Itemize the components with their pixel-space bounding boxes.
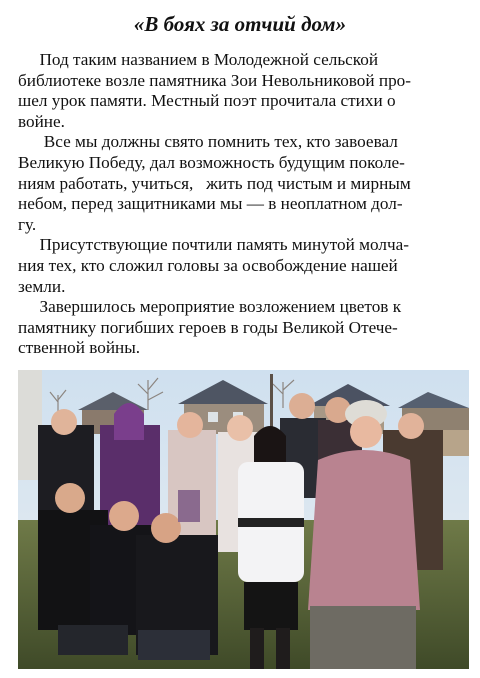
article-body [18,50,464,359]
paragraph-4 [18,297,464,359]
paragraph-3 [18,235,464,297]
text-line: ственной войны. [18,338,141,358]
text-line: ния тех, кто сложил головы за освобождение нашей [18,255,398,275]
text-line: земли. [18,276,66,296]
text-line: памятнику погибших героев в годы Великой Отече- [18,317,398,337]
text-line: Все мы должны свято помнить тех, кто завоевал [18,132,398,152]
text-line: шел урок памяти. Местный поэт прочитала стихи о [18,91,396,111]
paragraph-1 [18,50,464,132]
girl-with-bag [178,490,200,522]
text-line: ниям работать, учиться, жить под чистым и мирным [18,173,411,193]
text-line: библиотеке возле памятника Зои Невольниковой про- [18,70,411,90]
text-line: Завершилось мероприятие возложением цветов к [18,297,402,317]
group-photo [18,370,469,669]
text-line: Под таким названием в Молодежной сельской [18,50,379,69]
page-title: «В боях за отчий дом» [133,12,347,36]
paragraph-2 [18,132,464,235]
text-line: небом, перед защитниками мы — в неоплатном дол- [18,194,403,214]
text-line: гу. [18,214,37,234]
text-line: Великую Победу, дал возможность будущим поколе- [18,152,405,172]
text-line: Присутствующие почтили память минутой молча- [18,235,409,255]
text-line: войне. [18,111,65,131]
